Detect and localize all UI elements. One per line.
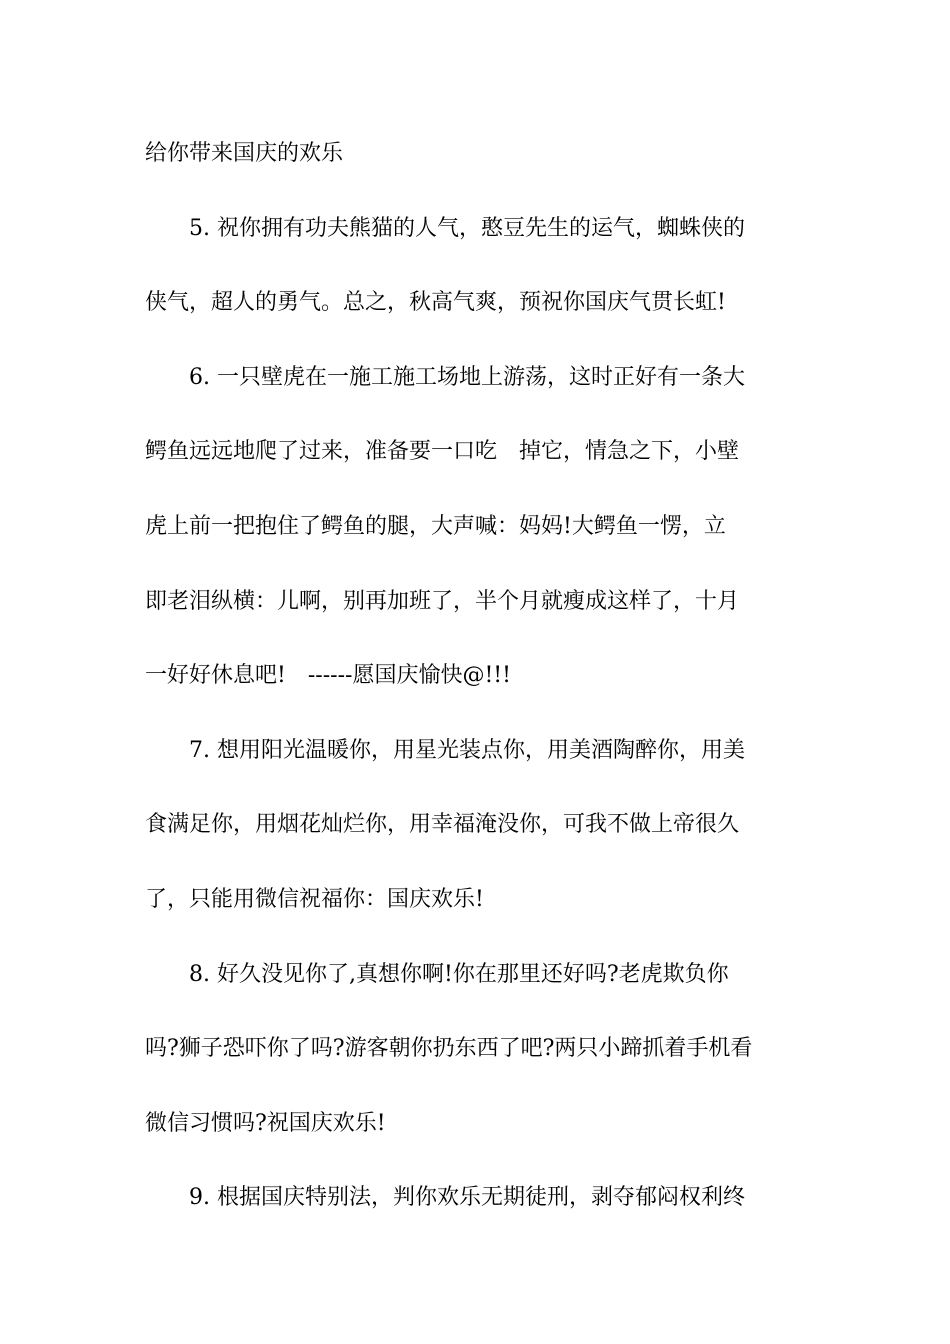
- document-text: [145, 134, 807, 1253]
- text-line: 了，只能用微信祝福你：国庆欢乐!: [145, 886, 484, 912]
- paragraph-start-line: 5. 祝你拥有功夫熊猫的人气，憨豆先生的运气，蜘蛛侠的: [189, 215, 745, 241]
- text-line: 食满足你，用烟花灿烂你，用幸福淹没你，可我不做上帝很久: [145, 812, 740, 838]
- paragraph-start-line: 9. 根据国庆特别法，判你欢乐无期徒刑，剥夺郁闷权利终: [189, 1185, 745, 1211]
- paragraph-start-line: 7. 想用阳光温暖你，用星光装点你，用美酒陶醉你，用美: [189, 737, 745, 763]
- paragraph-start-line: 8. 好久没见你了,真想你啊!你在那里还好吗?老虎欺负你: [189, 961, 729, 987]
- text-line: 微信习惯吗?祝国庆欢乐!: [145, 1110, 386, 1136]
- text-line: 即老泪纵横：儿啊，别再加班了，半个月就瘦成这样了，十月: [145, 588, 740, 614]
- text-line: 鳄鱼远远地爬了过来，准备要一口吃 掉它，情急之下，小壁: [145, 439, 740, 465]
- text-line: 虎上前一把抱住了鳄鱼的腿，大声喊：妈妈!大鳄鱼一愣，立: [145, 513, 726, 539]
- text-line: 吗?狮子恐吓你了吗?游客朝你扔东西了吧?两只小蹄抓着手机看: [145, 1036, 753, 1062]
- paragraph-start-line: 6. 一只壁虎在一施工施工场地上游荡，这时正好有一条大: [189, 364, 745, 390]
- text-line: 一好好休息吧! ------愿国庆愉快@!!!: [145, 663, 511, 689]
- text-line: 给你带来国庆的欢乐: [145, 141, 344, 166]
- text-line: 侠气，超人的勇气。总之，秋高气爽，预祝你国庆气贯长虹!: [145, 290, 726, 316]
